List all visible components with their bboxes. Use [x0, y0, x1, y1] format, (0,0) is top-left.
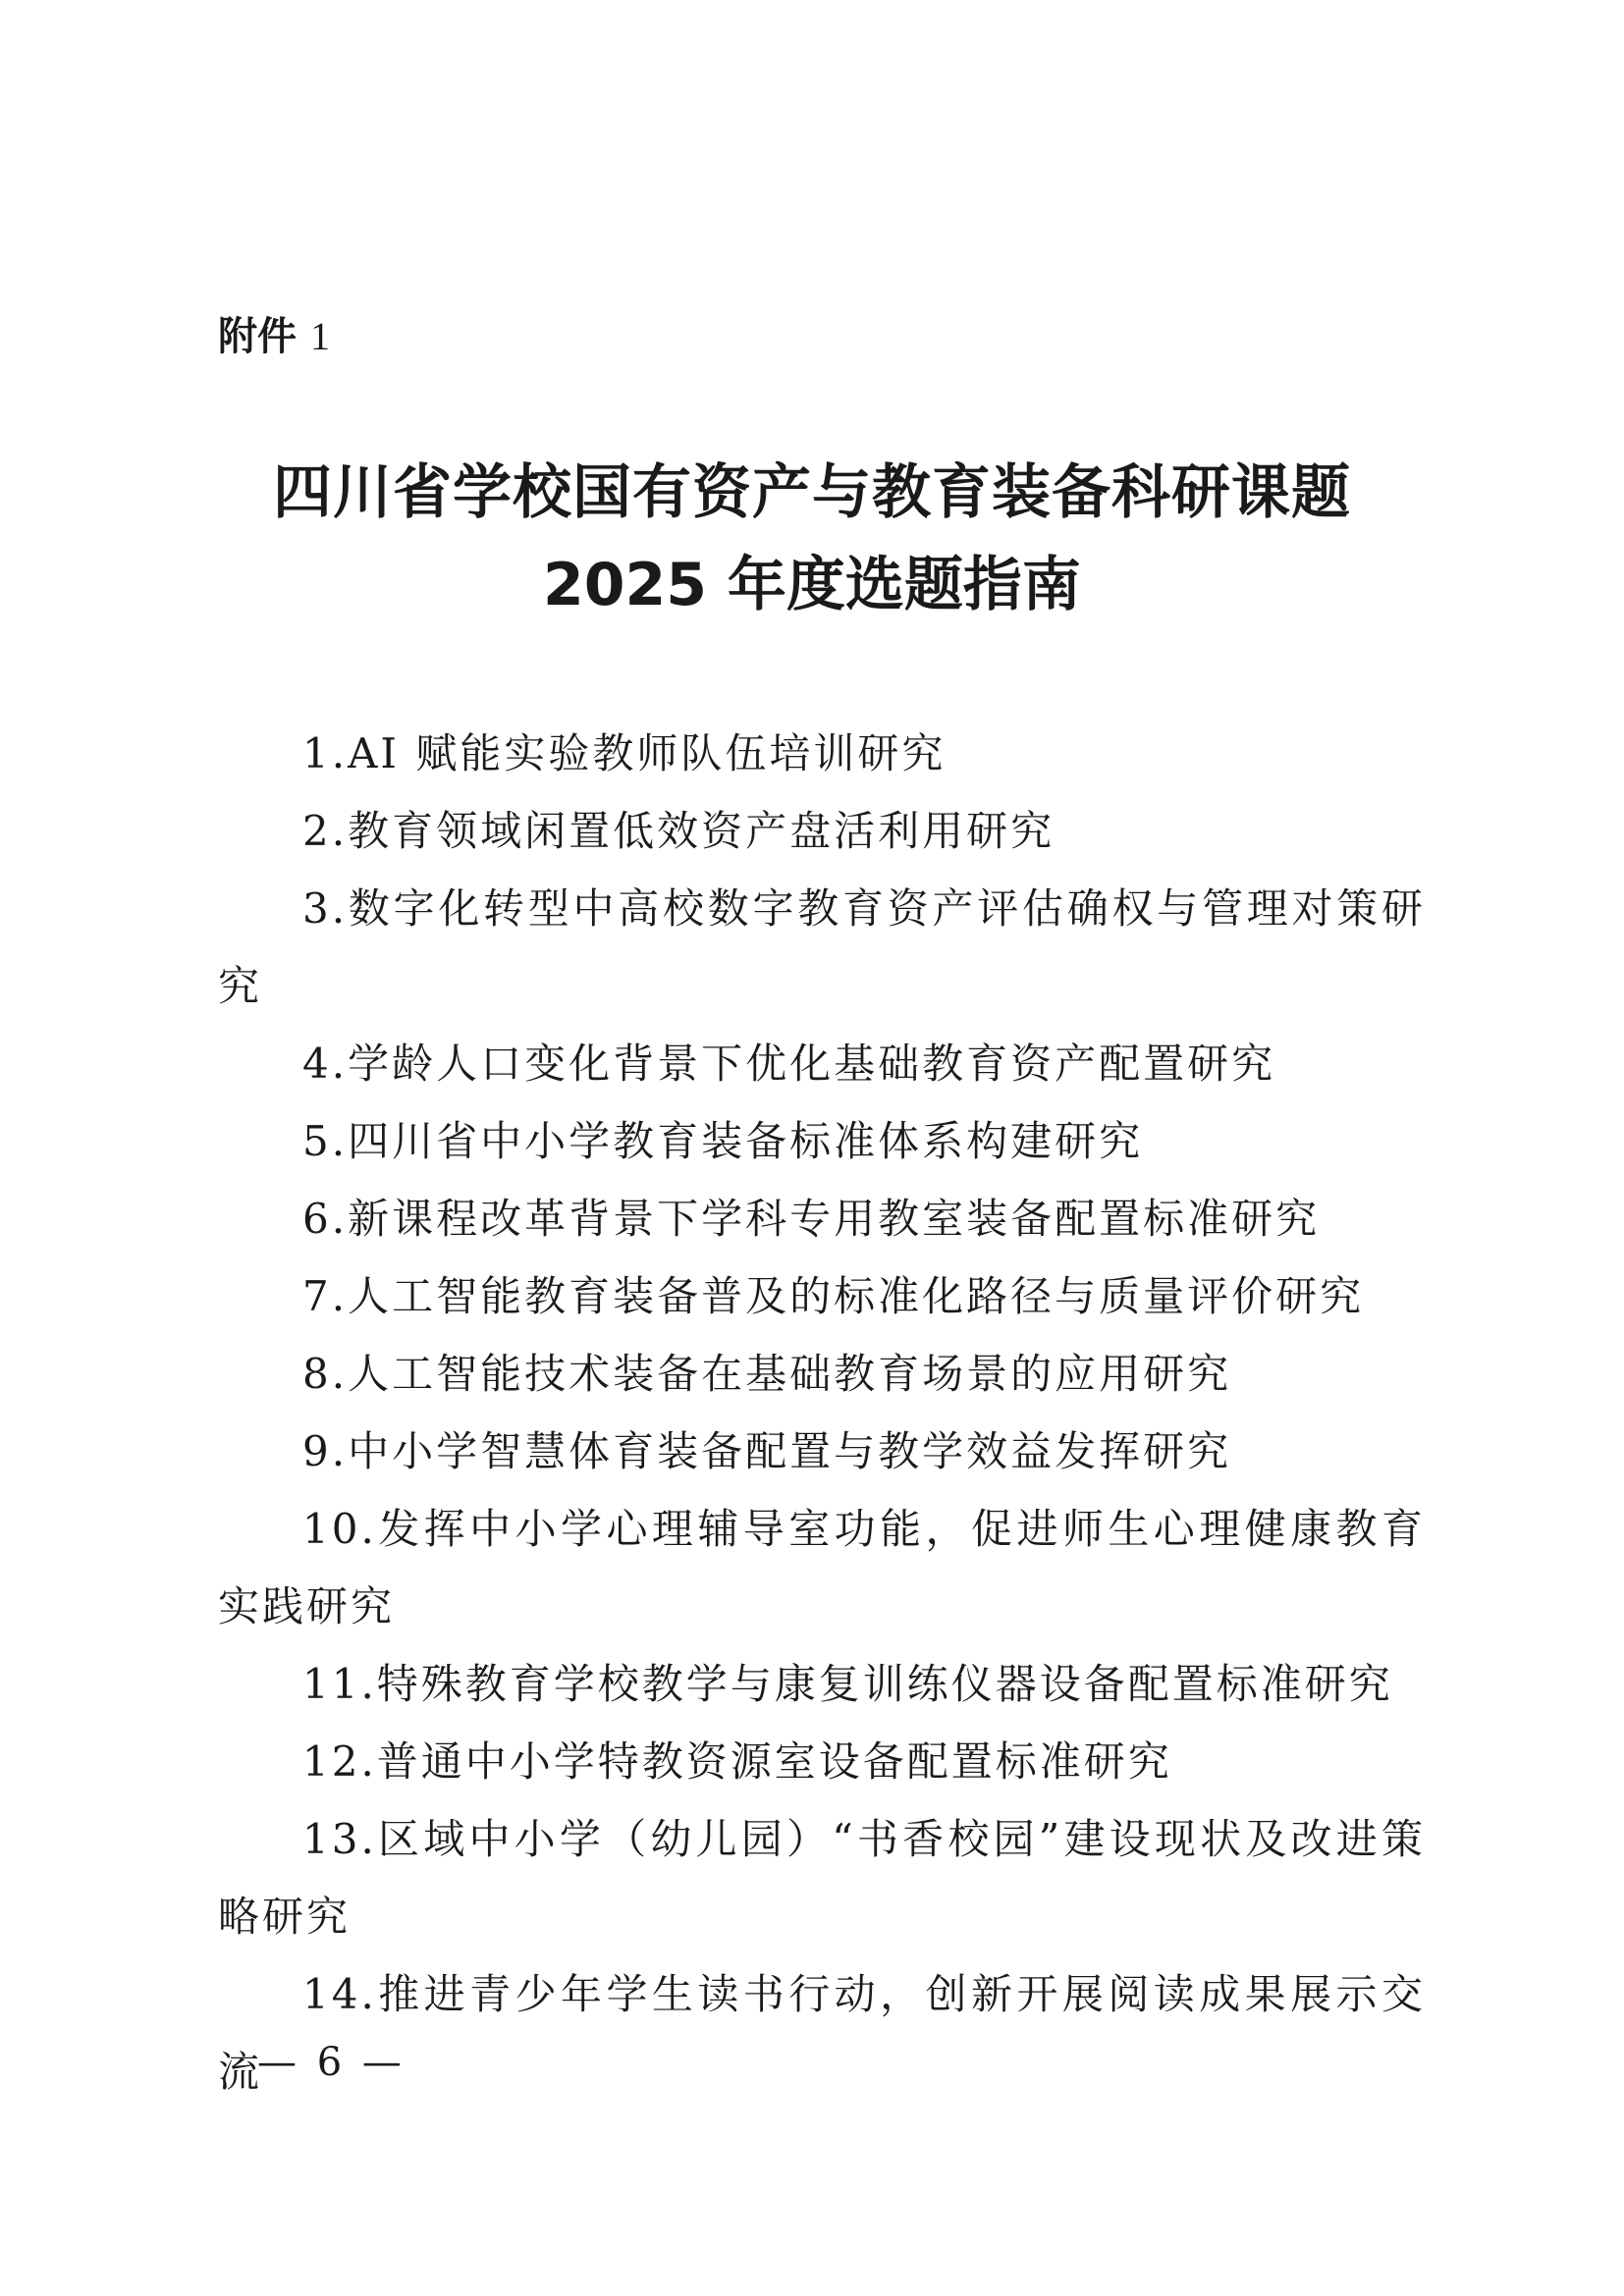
topic-item-5: 5.四川省中小学教育装备标准体系构建研究	[302, 1117, 1144, 1165]
topic-item-7: 7.人工智能教育装备普及的标准化路径与质量评价研究	[302, 1272, 1365, 1320]
page-number: — 6 —	[257, 2040, 406, 2085]
topic-item-1: 1.AI 赋能实验教师队伍培训研究	[302, 729, 947, 777]
topic-item-14: 14.推进青少年学生读书行动，创新开展阅读成果展示交流	[218, 1970, 1426, 2096]
topic-list	[218, 715, 1426, 2110]
topic-item-2: 2.教育领域闲置低效资产盘活利用研究	[302, 807, 1056, 855]
attachment-label	[218, 312, 330, 361]
document-title-line-1: 四川省学校国有资产与教育装备科研课题	[273, 458, 1351, 527]
topic-item-4: 4.学龄人口变化背景下优化基础教育资产配置研究	[302, 1040, 1276, 1088]
document-title-line-2: 2025 年度选题指南	[543, 551, 1081, 619]
topic-item-10: 10.发挥中小学心理辅导室功能，促进师生心理健康教育实践研究	[218, 1505, 1426, 1630]
attachment-number: 1	[309, 314, 330, 358]
topic-item-8: 8.人工智能技术装备在基础教育场景的应用研究	[302, 1350, 1232, 1398]
attachment-label-text: 附件	[218, 314, 297, 359]
topic-item-13: 13.区域中小学（幼儿园）“书香校园”建设现状及改进策略研究	[218, 1815, 1426, 1941]
topic-item-12: 12.普通中小学特教资源室设备配置标准研究	[302, 1737, 1172, 1786]
topic-item-3: 3.数字化转型中高校数字教育资产评估确权与管理对策研究	[218, 884, 1426, 1010]
topic-item-9: 9.中小学智慧体育装备配置与教学效益发挥研究	[302, 1427, 1232, 1475]
topic-item-11: 11.特殊教育学校教学与康复训练仪器设备配置标准研究	[302, 1660, 1393, 1708]
topic-item-6: 6.新课程改革背景下学科专用教室装备配置标准研究	[302, 1195, 1321, 1243]
